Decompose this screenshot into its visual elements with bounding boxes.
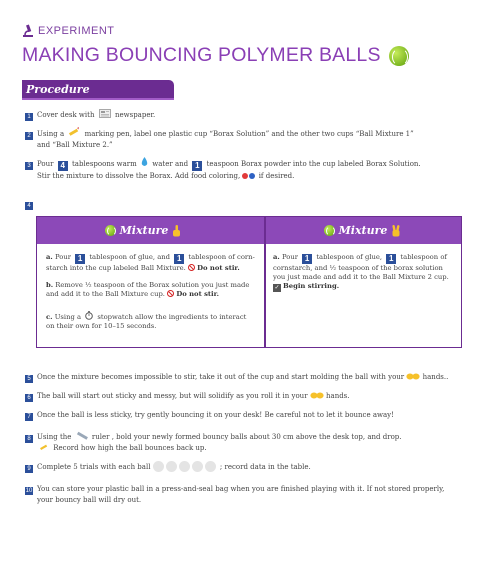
step-text: water and [152, 160, 189, 168]
mixture-table [36, 216, 462, 348]
warning-text: Do not stir. [176, 290, 219, 298]
step-text: your bouncy ball will dry out. [37, 496, 142, 504]
step-number: 7 [25, 413, 33, 421]
step-letter: c. [46, 313, 53, 321]
experiment-label: EXPERIMENT [38, 25, 115, 37]
step-text: hands.. [422, 373, 449, 381]
mixture-1-step-a [46, 253, 258, 273]
step-letter: a. [273, 253, 280, 261]
checkmark-icon: ✓ [274, 284, 280, 291]
step-text: tablespoons warm [71, 160, 137, 168]
step-number: 6 [25, 394, 33, 402]
step-text: Using a [37, 130, 65, 138]
step-number: 3 [25, 162, 33, 170]
step-text: Complete 5 trials with each ball [37, 463, 151, 471]
cell-text: you just made and add it to the Ball Mixture 2 cup. [273, 273, 449, 281]
step-8 [25, 431, 401, 453]
no-icon [188, 264, 195, 271]
page-title-text: MAKING BOUNCING POLYMER BALLS [22, 44, 381, 66]
mixture-1-step-b [46, 281, 258, 299]
step-text: newspaper. [114, 111, 156, 119]
cell-text: Remove ½ teaspoon of the Borax solution you just made [55, 281, 250, 289]
step-text: Cover desk with [37, 111, 95, 119]
step-text: Stir the mixture to dissolve the Borax. Add food coloring, [37, 172, 241, 180]
newspaper-icon [99, 109, 111, 118]
quantity-badge: 1 [192, 161, 202, 171]
mixture-1-label: Mixture [119, 224, 169, 237]
step-text: You can store your plastic ball in a press-and-seal bag when you are finished playing with it. If not stored properly, [37, 485, 445, 493]
step-9 [25, 461, 311, 473]
cell-text: starch into the cup labeled Ball Mixture. [46, 264, 186, 272]
cell-text: Pour [281, 253, 298, 261]
cell-text: tablespoon of glue, and [89, 253, 171, 261]
cell-text: and add it to the Ball Mixture cup. [46, 290, 165, 298]
quantity-badge: 1 [386, 254, 396, 264]
bouncy-ball-icon [105, 225, 116, 236]
mixture-1-heading [37, 217, 249, 244]
step-text: teaspoon Borax powder into the cup labeled Borax Solution. [206, 160, 421, 168]
step-text: Using the [37, 433, 72, 441]
cell-text: cornstarch, and ½ teaspoon of the borax solution [273, 264, 443, 272]
cell-text: tablespoon of glue, [316, 253, 383, 261]
step-text: The ball will start out sticky and messy, but will solidify as you roll it in your [37, 392, 308, 400]
trial-circle-icon [192, 461, 203, 472]
no-icon [167, 290, 174, 297]
cell-text: Using a [54, 313, 82, 321]
step-text: Pour [37, 160, 54, 168]
step-2 [25, 127, 414, 150]
step-6 [25, 391, 350, 402]
procedure-section-header [22, 80, 174, 99]
step-3-line-2 [25, 171, 421, 182]
microscope-icon [22, 24, 34, 38]
cell-text: on their own for 10–15 seconds. [46, 322, 157, 330]
mixture-2-step-a [273, 253, 459, 292]
quantity-badge: 4 [58, 161, 68, 171]
step-text: Once the mixture becomes impossible to stir, take it out of the cup and start molding the ball with your [37, 373, 405, 381]
cell-text: stopwatch allow the ingredients to interact [97, 313, 247, 321]
cell-text: tablespoon of corn- [188, 253, 255, 261]
procedure-label: Procedure [26, 83, 90, 96]
page-title [22, 44, 409, 67]
step-5 [25, 372, 448, 383]
step-8-line-2 [25, 443, 401, 453]
quantity-badge: 1 [75, 254, 85, 264]
cell-text: tablespoon of [400, 253, 447, 261]
warning-text: Do not stir. [197, 264, 240, 272]
water-drop-icon [141, 157, 148, 167]
bouncy-ball-icon [324, 225, 335, 236]
procedure-underline [22, 98, 174, 100]
step-number: 9 [25, 465, 33, 473]
step-number: 4 [25, 202, 33, 210]
mixture-2-label: Mixture [338, 224, 388, 237]
step-number: 2 [25, 132, 33, 140]
trial-circles [153, 463, 218, 471]
step-text: Once the ball is less sticky, try gently bouncing it on your desk! Be careful not to let it bounce away! [37, 411, 394, 419]
step-letter: a. [46, 253, 53, 261]
instruction-emphasis: Begin stirring. [283, 282, 340, 290]
hands-icon [310, 391, 324, 399]
ruler-icon [76, 431, 88, 440]
trial-circle-icon [153, 461, 164, 472]
quantity-badge: 1 [302, 254, 312, 264]
step-7 [25, 410, 394, 421]
mixture-2-heading [264, 217, 461, 244]
trial-circle-icon [179, 461, 190, 472]
step-text: hands. [326, 392, 350, 400]
pencil-icon [39, 443, 49, 451]
two-fingers-hand-icon [391, 225, 401, 237]
step-number: 1 [25, 113, 33, 121]
step-number: 10 [25, 488, 33, 494]
step-1 [25, 109, 155, 121]
step-text: marking pen, label one plastic cup “Borax Solution” and the other two cups “Ball Mixture 1” [84, 130, 414, 138]
mixture-table-header [37, 217, 461, 244]
marker-pen-icon [68, 127, 80, 137]
trial-circle-icon [205, 461, 216, 472]
hands-icon [406, 372, 420, 380]
step-text: ; record data in the table. [219, 463, 311, 471]
step-4 [25, 199, 37, 210]
table-column-divider [264, 217, 266, 347]
one-finger-hand-icon [172, 225, 181, 237]
step-text: if desired. [258, 172, 295, 180]
step-10 [25, 484, 444, 505]
step-text: ruler , bold your newly formed bouncy balls about 30 cm above the desk top, and drop. [91, 433, 402, 441]
step-3 [25, 157, 421, 182]
experiment-header [22, 24, 115, 38]
step-number: 8 [25, 435, 33, 443]
trial-circle-icon [166, 461, 177, 472]
food-coloring-icon [242, 172, 256, 182]
stopwatch-icon [85, 311, 93, 320]
cell-text: Pour [54, 253, 71, 261]
step-text: and “Ball Mixture 2.” [37, 141, 113, 149]
mixture-1-step-c [46, 311, 258, 331]
step-number: 5 [25, 375, 33, 383]
quantity-badge: 1 [174, 254, 184, 264]
step-text: Record how high the ball bounces back up. [53, 444, 207, 452]
bouncy-ball-icon [389, 46, 409, 66]
step-letter: b. [46, 281, 54, 289]
